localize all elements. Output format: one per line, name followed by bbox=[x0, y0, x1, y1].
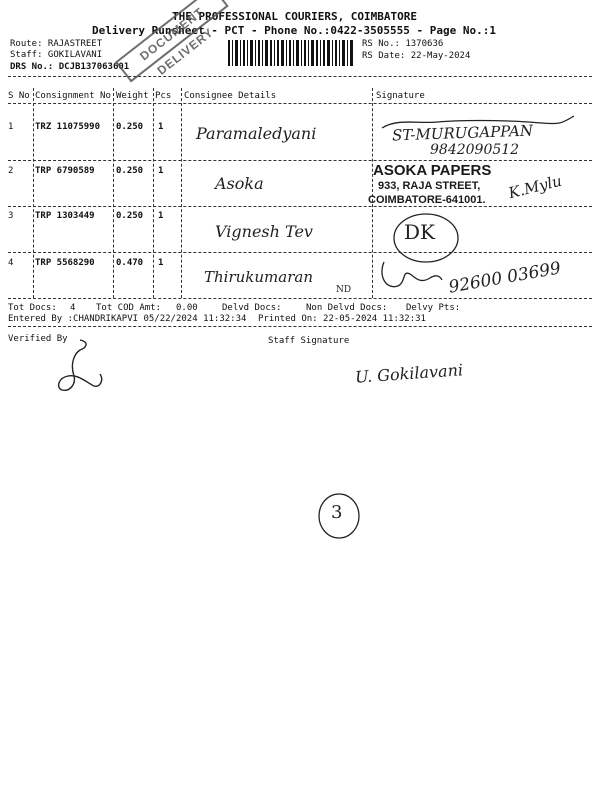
row-sno: 3 bbox=[8, 211, 14, 221]
divider bbox=[8, 252, 592, 253]
row-pcs: 1 bbox=[158, 122, 164, 132]
divider bbox=[8, 206, 592, 207]
divider bbox=[8, 160, 592, 161]
non-delivered-docs-label: Non Delvd Docs: bbox=[306, 303, 388, 313]
document-delivery-stamp: DOCUMENT DELIVERY bbox=[115, 0, 229, 82]
header-sno: S No bbox=[8, 91, 30, 101]
column-divider bbox=[113, 88, 114, 298]
verifier-signature bbox=[50, 336, 110, 400]
total-cod-value: 0.00 bbox=[176, 303, 198, 313]
page-mark-number: 3 bbox=[331, 502, 343, 523]
column-divider bbox=[372, 88, 373, 298]
signature-scribble bbox=[376, 256, 446, 298]
row-consignment: TRP 5568290 bbox=[35, 258, 95, 268]
header-signature: Signature bbox=[376, 91, 425, 101]
runsheet-subtitle: Delivery Runsheet - PCT - Phone No.:0422-3505555 - Page No.:1 bbox=[92, 24, 496, 37]
signature-number: 9842090512 bbox=[430, 142, 520, 158]
rs-date: RS Date: 22-May-2024 bbox=[362, 51, 471, 61]
divider bbox=[8, 298, 592, 299]
column-divider bbox=[153, 88, 154, 298]
divider bbox=[8, 76, 592, 77]
divider bbox=[8, 326, 592, 327]
printed-on: Printed On: 22-05-2024 11:32:31 bbox=[258, 314, 426, 324]
barcode bbox=[228, 40, 354, 66]
consignee-handwriting: Paramaledyani bbox=[196, 124, 317, 143]
row-sno: 4 bbox=[8, 258, 14, 268]
row-sno: 2 bbox=[8, 166, 14, 176]
company-stamp-city: COIMBATORE-641001. bbox=[368, 194, 486, 206]
row-consignment: TRP 6790589 bbox=[35, 166, 95, 176]
row-weight: 0.470 bbox=[116, 258, 144, 268]
consignee-handwriting: Vignesh Tev bbox=[215, 222, 313, 241]
entered-by: Entered By :CHANDRIKAPVI 05/22/2024 11:32:34 bbox=[8, 314, 247, 324]
signature-scribble bbox=[378, 110, 578, 134]
header-pcs: Pcs bbox=[155, 91, 172, 101]
delivered-docs-label: Delvd Docs: bbox=[222, 303, 282, 313]
header-consignment: Consignment No bbox=[35, 91, 111, 101]
staff-signature-handwriting: U. Gokilavani bbox=[354, 360, 464, 387]
route: Route: RAJASTREET bbox=[10, 39, 103, 49]
signature-handwriting: K.Mylu bbox=[506, 171, 564, 203]
drs-number: DRS No.: DCJB137063601 bbox=[10, 62, 130, 72]
row-weight: 0.250 bbox=[116, 211, 144, 221]
company-stamp-address: 933, RAJA STREET, bbox=[378, 180, 481, 192]
staff-signature-label: Staff Signature bbox=[268, 336, 350, 346]
row-weight: 0.250 bbox=[116, 122, 144, 132]
row-consignment: TRP 1303449 bbox=[35, 211, 95, 221]
total-docs-value: 4 bbox=[70, 303, 76, 313]
company-stamp-name: ASOKA PAPERS bbox=[373, 162, 492, 179]
staff: Staff: GOKILAVANI bbox=[10, 50, 103, 60]
delivery-points-label: Delvy Pts: bbox=[406, 303, 461, 313]
row-weight: 0.250 bbox=[116, 166, 144, 176]
header-weight: Weight bbox=[116, 91, 149, 101]
total-docs-label: Tot Docs: bbox=[8, 303, 57, 313]
nd-mark: ND bbox=[336, 285, 352, 295]
row-pcs: 1 bbox=[158, 166, 164, 176]
divider bbox=[8, 103, 592, 104]
total-cod-label: Tot COD Amt: bbox=[96, 303, 162, 313]
verified-by-label: Verified By bbox=[8, 334, 68, 344]
row-pcs: 1 bbox=[158, 211, 164, 221]
column-divider bbox=[181, 88, 182, 298]
signature-handwriting: ST-MURUGAPPAN bbox=[391, 121, 534, 145]
row-consignment: TRZ 11075990 bbox=[35, 122, 101, 132]
row-pcs: 1 bbox=[158, 258, 164, 268]
signature-initials: DK bbox=[404, 220, 435, 244]
consignee-handwriting: Thirukumaran bbox=[204, 268, 313, 286]
rs-number: RS No.: 1370636 bbox=[362, 39, 444, 49]
consignee-handwriting: Asoka bbox=[215, 174, 264, 193]
column-divider bbox=[33, 88, 34, 298]
signature-number: 92600 03699 bbox=[447, 258, 563, 298]
company-title: THE PROFESSIONAL COURIERS, COIMBATORE bbox=[172, 10, 418, 23]
row-sno: 1 bbox=[8, 122, 14, 132]
header-consignee: Consignee Details bbox=[184, 91, 277, 101]
